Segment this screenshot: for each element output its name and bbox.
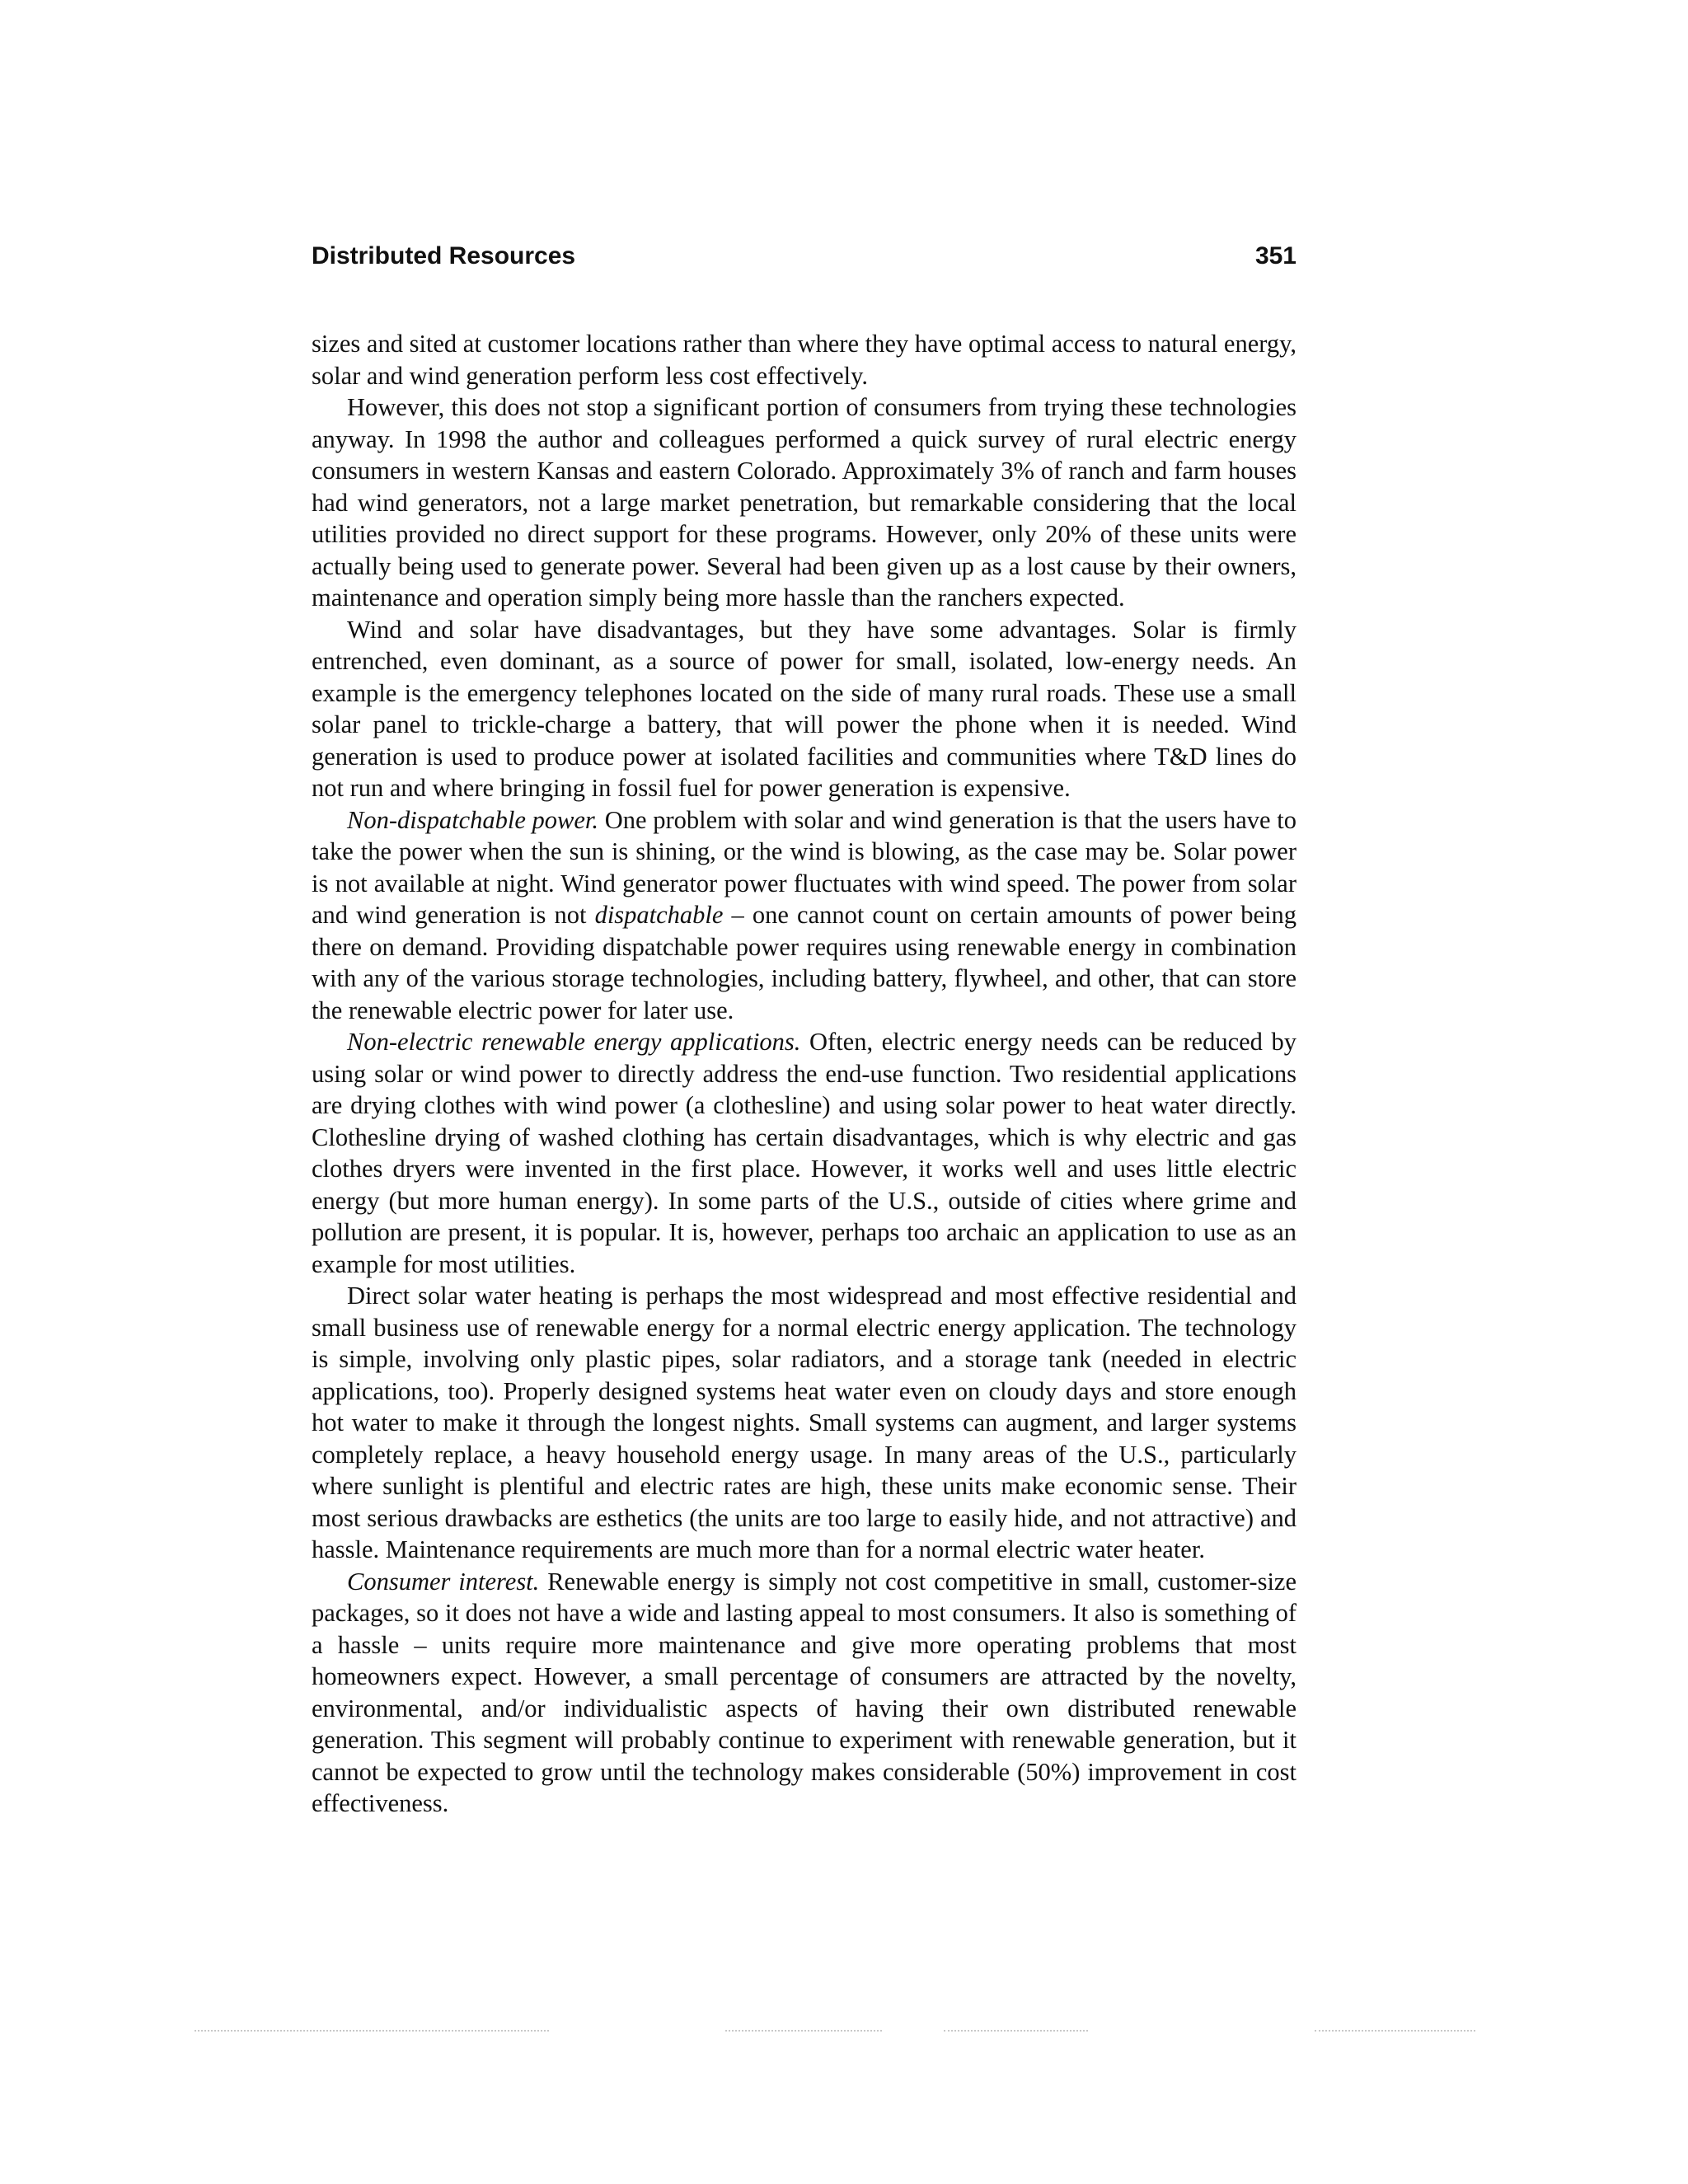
- paragraph-4-emphasis: dispatchable: [594, 901, 724, 929]
- scan-artifact-line: [944, 2030, 1088, 2032]
- paragraph-5: [312, 1026, 1296, 1280]
- paragraph-3: [312, 614, 1296, 804]
- section-title: Distributed Resources: [312, 242, 576, 269]
- paragraph-7-text: Renewable energy is simply not cost competitive in small, customer-size packages, so it does not have a wide and lasting appeal to most consumers. It also is something of a hassle – units require more maintenance and give more operating problems that most homeowners expect. However, a small percentage of consumers are attracted by the novelty, environmental, and/or individualistic aspects of having their own distributed renewable generation. This segment will probably continue to experiment with renewable generation, but it cannot be expected to grow until the technology makes considerable (50%) improvement in cost effectiveness.: [312, 1567, 1296, 1817]
- paragraph-4-run-in-heading: Non-dispatchable power.: [347, 805, 599, 834]
- paragraph-6: [312, 1280, 1296, 1566]
- paragraph-5-run-in-heading: Non-electric renewable energy applications.: [347, 1028, 801, 1056]
- paragraph-4: [312, 804, 1296, 1027]
- scan-artifact-line: [195, 2030, 549, 2032]
- paragraph-4-text-b: – one cannot count on certain amounts of power being there on demand. Providing dispatchable power requires using renewable energy in combination with any of the various storage technologies, including battery, flywheel, and other, that can store the renewable electric power for later use.: [312, 901, 1296, 1024]
- paragraph-7: [312, 1566, 1296, 1820]
- body-text: [312, 328, 1296, 1820]
- paragraph-4-text-a: One problem with solar and wind generation is that the users have to take the power when the sun is shining, or the wind is blowing, as the case may be. Solar power is not available at night. Wind generator power fluctuates with wind speed. The power from solar and wind generation is not: [312, 805, 1296, 929]
- paragraph-2: [312, 391, 1296, 614]
- paragraph-2-text: However, this does not stop a significant portion of consumers from trying these technologies anyway. In 1998 the author and colleagues performed a quick survey of rural electric energy consumers in western Kansas and eastern Colorado. Approximately 3% of ranch and farm houses had wind generators, not a large market penetration, but remarkable considering that the local utilities provided no direct support for these programs. However, only 20% of these units were actually being used to generate power. Several had been given up as a lost cause by their owners, maintenance and operation simply being more hassle than the ranchers expected.: [312, 393, 1296, 612]
- scan-artifact-line: [725, 2030, 882, 2032]
- paragraph-1: [312, 328, 1296, 391]
- page-number: 351: [1254, 242, 1296, 269]
- paragraph-3-text: Wind and solar have disadvantages, but they have some advantages. Solar is firmly entrenched, even dominant, as a source of power for small, isolated, low-energy needs. An example is the emergency telephones located on the side of many rural roads. These use a small solar panel to trickle-charge a battery, that will power the phone when it is needed. Wind generation is used to produce power at isolated facilities and communities where T&D lines do not run and where bringing in fossil fuel for power generation is expensive.: [312, 615, 1296, 802]
- paragraph-1-text: sizes and sited at customer locations rather than where they have optimal access to natural energy, solar and wind generation perform less cost effectively.: [312, 330, 1296, 390]
- running-head: [312, 242, 1296, 284]
- paragraph-7-run-in-heading: Consumer interest.: [347, 1567, 540, 1596]
- paragraph-5-text: Often, electric energy needs can be reduced by using solar or wind power to directly address the end-use function. Two residential applications are drying clothes with wind power (a clothesline) and using solar power to heat water directly. Clothesline drying of washed clothing has certain disadvantages, which is why electric and gas clothes dryers were invented in the first place. However, it works well and uses little electric energy (but more human energy). In some parts of the U.S., outside of cities where grime and pollution are present, it is popular. It is, however, perhaps too archaic an application to use as an example for most utilities.: [312, 1028, 1296, 1278]
- scan-artifact-line: [1315, 2030, 1475, 2032]
- paragraph-6-text: Direct solar water heating is perhaps the most widespread and most effective residential and small business use of renewable energy for a normal electric energy application. The technology is simple, involving only plastic pipes, solar radiators, and a storage tank (needed in electric applications, too). Properly designed systems heat water even on cloudy days and store enough hot water to make it through the longest nights. Small systems can augment, and larger systems completely replace, a heavy household energy usage. In many areas of the U.S., particularly where sunlight is plentiful and electric rates are high, these units make economic sense. Their most serious drawbacks are esthetics (the units are too large to easily hide, and not attractive) and hassle. Maintenance requirements are much more than for a normal electric water heater.: [312, 1282, 1296, 1563]
